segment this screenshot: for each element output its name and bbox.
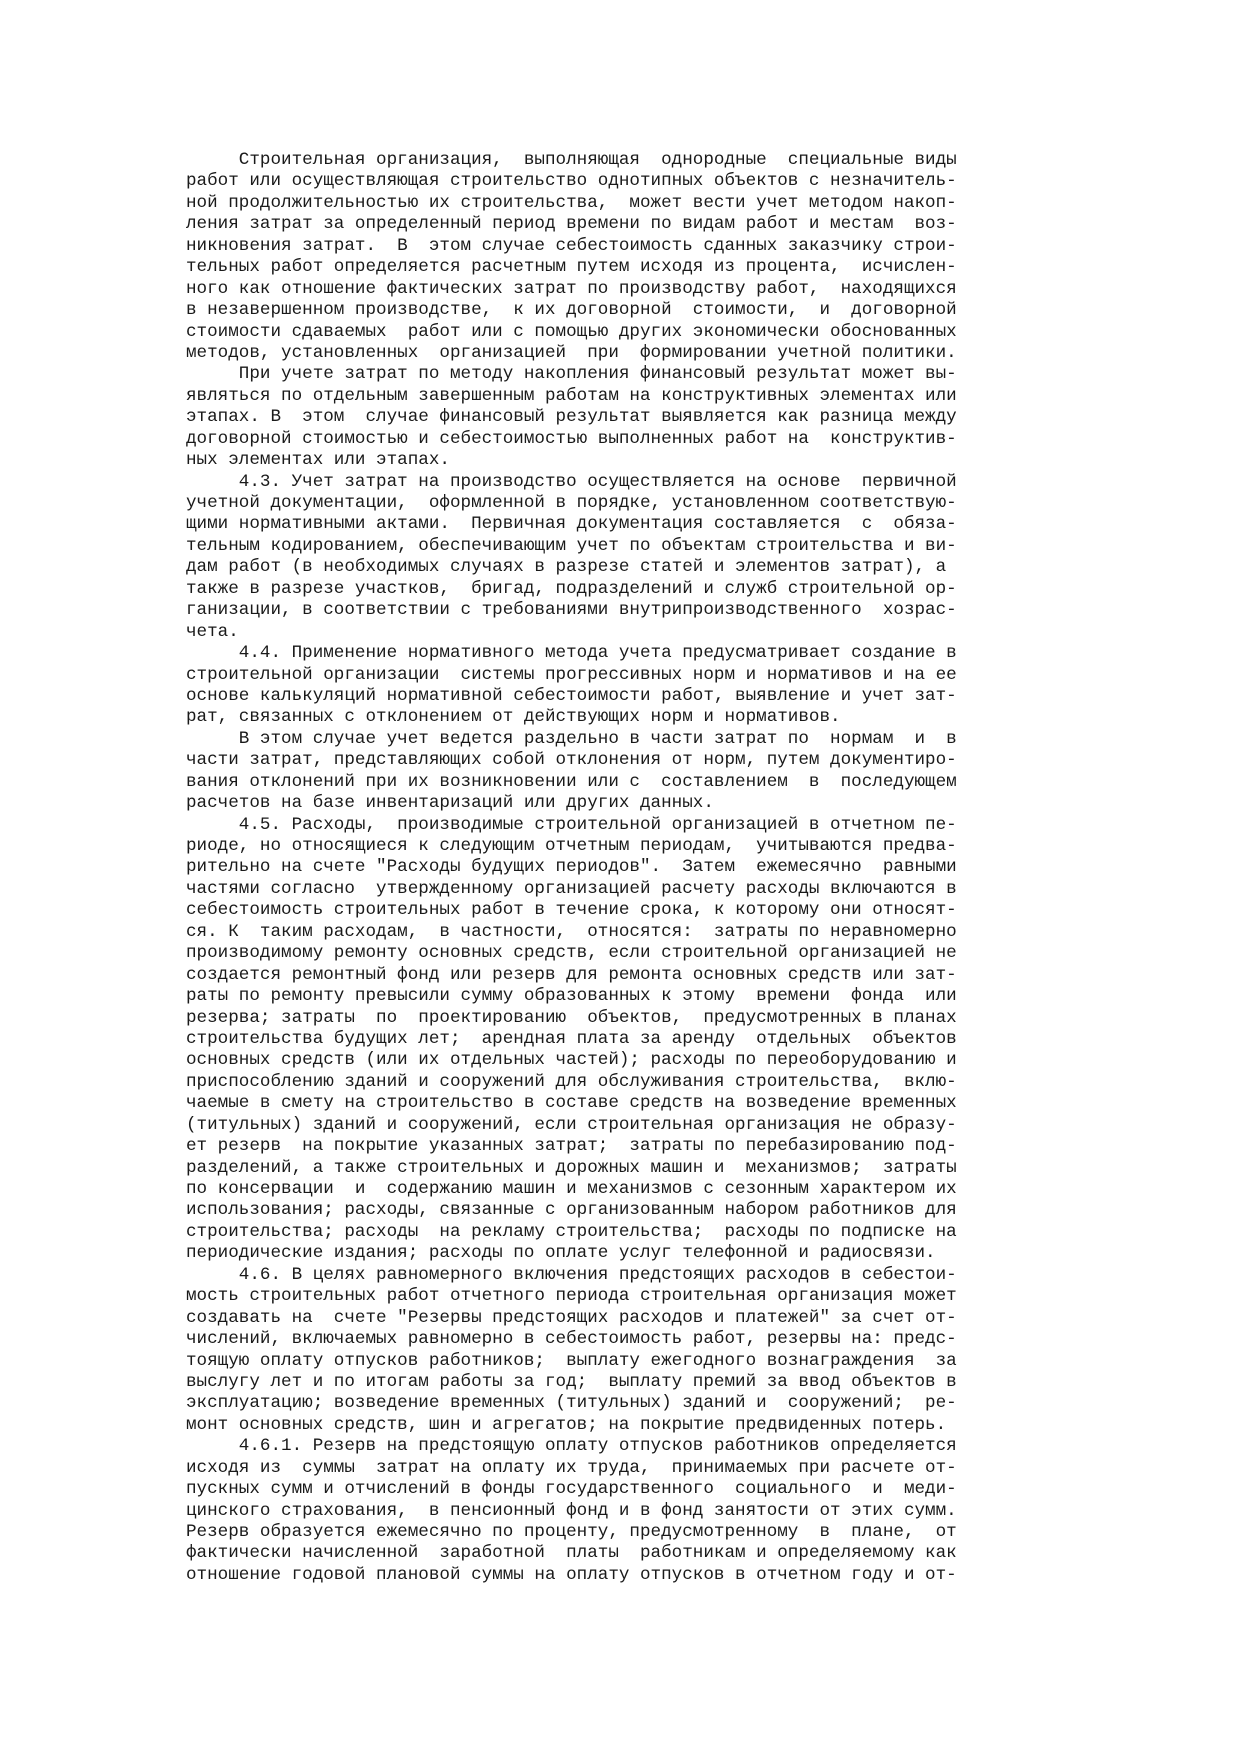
text-line: 4.3. Учет затрат на производство осуществляется на основе первичной: [186, 471, 957, 492]
text-line: ной продолжительностью их строительства, может вести учет методом накоп-: [186, 192, 957, 213]
text-line: также в разрезе участков, бригад, подразделений и служб строительной ор-: [186, 578, 957, 599]
text-line: ет резерв на покрытие указанных затрат; затраты по перебазированию под-: [186, 1136, 957, 1157]
text-line: по консервации и содержанию машин и механизмов с сезонным характером их: [186, 1179, 957, 1199]
text-line: строительства будущих лет; арендная плата за аренду отдельных объектов: [186, 1028, 957, 1049]
text-line: вания отклонений при их возникновении или с составлением в последующем: [186, 771, 957, 792]
text-line: ся. К таким расходам, в частности, относятся: затраты по неравномерно: [186, 921, 957, 942]
text-line: 4.6.1. Резерв на предстоящую оплату отпусков работников определяется: [186, 1436, 957, 1457]
text-line: тельным кодированием, обеспечивающим учет по объектам строительства и ви-: [186, 535, 957, 556]
text-line: мость строительных работ отчетного периода строительная организация может: [186, 1286, 957, 1307]
text-line: монт основных средств, шин и агрегатов; на покрытие предвиденных потерь.: [186, 1414, 947, 1435]
text-line: рат, связанных с отклонением от действующих норм и нормативов.: [186, 707, 841, 728]
text-line: тельных работ определяется расчетным путем исходя из процента, исчислен-: [186, 257, 957, 278]
text-line: частями согласно утвержденному организацией расчету расходы включаются в: [186, 878, 957, 899]
text-line: фактически начисленной заработной платы работникам и определяемому как: [186, 1543, 957, 1564]
text-line: эксплуатацию; возведение временных (титульных) зданий и сооружений; ре-: [186, 1393, 957, 1414]
text-line: методов, установленных организацией при формировании учетной политики.: [186, 342, 957, 363]
text-line: ганизации, в соответствии с требованиями внутрипроизводственного хозрас-: [186, 600, 957, 621]
document-page: [186, 150, 1066, 1586]
text-line: производимому ремонту основных средств, если строительной организацией не: [186, 943, 957, 964]
text-line: себестоимость строительных работ в течение срока, к которому они относят-: [186, 900, 957, 921]
text-line: тоящую оплату отпусков работников; выплату ежегодного вознаграждения за: [186, 1350, 957, 1371]
text-line: 4.4. Применение нормативного метода учета предусматривает создание в: [186, 643, 957, 664]
text-line: создавать на счете "Резервы предстоящих расходов и платежей" за счет от-: [186, 1307, 957, 1328]
text-line: учетной документации, оформленной в порядке, установленном соответствую-: [186, 493, 957, 513]
text-line: работ или осуществляющая строительство однотипных объектов с незначитель-: [186, 171, 957, 192]
text-line: чета.: [186, 621, 239, 642]
text-line: создается ремонтный фонд или резерв для ремонта основных средств или зат-: [186, 964, 957, 985]
text-line: приспособлению зданий и сооружений для обслуживания строительства, вклю-: [186, 1071, 957, 1092]
text-line: использования; расходы, связанные с организованным набором работников для: [186, 1200, 957, 1221]
text-line: ного как отношение фактических затрат по производству работ, находящихся: [186, 278, 957, 299]
text-line: (титульных) зданий и сооружений, если строительная организация не образу-: [186, 1114, 957, 1135]
text-line: рительно на счете "Расходы будущих периодов". Затем ежемесячно равными: [186, 857, 957, 878]
text-line: исходя из суммы затрат на оплату их труда, принимаемых при расчете от-: [186, 1457, 957, 1478]
text-line: в незавершенном производстве, к их договорной стоимости, и договорной: [186, 300, 957, 321]
text-line: 4.5. Расходы, производимые строительной организацией в отчетном пе-: [186, 814, 957, 835]
text-line: щими нормативными актами. Первичная документация составляется с обяза-: [186, 514, 957, 535]
text-line: основных средств (или их отдельных частей); расходы по переоборудованию и: [186, 1050, 957, 1071]
text-line: части затрат, представляющих собой отклонения от норм, путем документиро-: [186, 750, 957, 771]
text-line: строительной организации системы прогрессивных норм и нормативов и на ее: [186, 664, 957, 685]
text-line: выслугу лет и по итогам работы за год; выплату премий за ввод объектов в: [186, 1371, 957, 1392]
text-line: разделений, а также строительных и дорожных машин и механизмов; затраты: [186, 1157, 957, 1178]
text-line: ления затрат за определенный период времени по видам работ и местам воз-: [186, 214, 957, 235]
text-line: отношение годовой плановой суммы на оплату отпусков в отчетном году и от-: [186, 1564, 957, 1585]
text-line: Строительная организация, выполняющая однородные специальные виды: [186, 150, 957, 170]
text-line: пускных сумм и отчислений в фонды государственного социального и меди-: [186, 1479, 957, 1500]
text-line: 4.6. В целях равномерного включения предстоящих расходов в себестои-: [186, 1264, 957, 1285]
text-line: риоде, но относящиеся к следующим отчетным периодам, учитываются предва-: [186, 836, 957, 856]
text-line: периодические издания; расходы по оплате услуг телефонной и радиосвязи.: [186, 1243, 936, 1264]
text-line: раты по ремонту превысили сумму образованных к этому времени фонда или: [186, 986, 957, 1007]
text-line: этапах. В этом случае финансовый результат выявляется как разница между: [186, 407, 957, 428]
text-line: числений, включаемых равномерно в себестоимость работ, резервы на: предс-: [186, 1329, 957, 1350]
text-line: При учете затрат по методу накопления финансовый результат может вы-: [186, 364, 957, 385]
text-line: чаемые в смету на строительство в составе средств на возведение временных: [186, 1093, 957, 1114]
text-line: договорной стоимостью и себестоимостью выполненных работ на конструктив-: [186, 428, 957, 449]
text-line: цинского страхования, в пенсионный фонд и в фонд занятости от этих сумм.: [186, 1500, 957, 1521]
text-line: дам работ (в необходимых случаях в разрезе статей и элементов затрат), а: [186, 557, 947, 578]
text-line: основе калькуляций нормативной себестоимости работ, выявление и учет зат-: [186, 685, 957, 706]
text-line: расчетов на базе инвентаризаций или других данных.: [186, 793, 714, 814]
text-line: стоимости сдаваемых работ или с помощью других экономически обоснованных: [186, 321, 957, 342]
text-line: строительства; расходы на рекламу строительства; расходы по подписке на: [186, 1221, 957, 1242]
text-line: ных элементах или этапах.: [186, 450, 450, 471]
text-line: Резерв образуется ежемесячно по проценту, предусмотренному в плане, от: [186, 1522, 957, 1542]
text-line: резерва; затраты по проектированию объектов, предусмотренных в планах: [186, 1007, 957, 1028]
text-line: никновения затрат. В этом случае себестоимость сданных заказчику строи-: [186, 235, 957, 256]
text-line: В этом случае учет ведется раздельно в части затрат по нормам и в: [186, 728, 957, 749]
text-line: являться по отдельным завершенным работам на конструктивных элементах или: [186, 385, 957, 406]
